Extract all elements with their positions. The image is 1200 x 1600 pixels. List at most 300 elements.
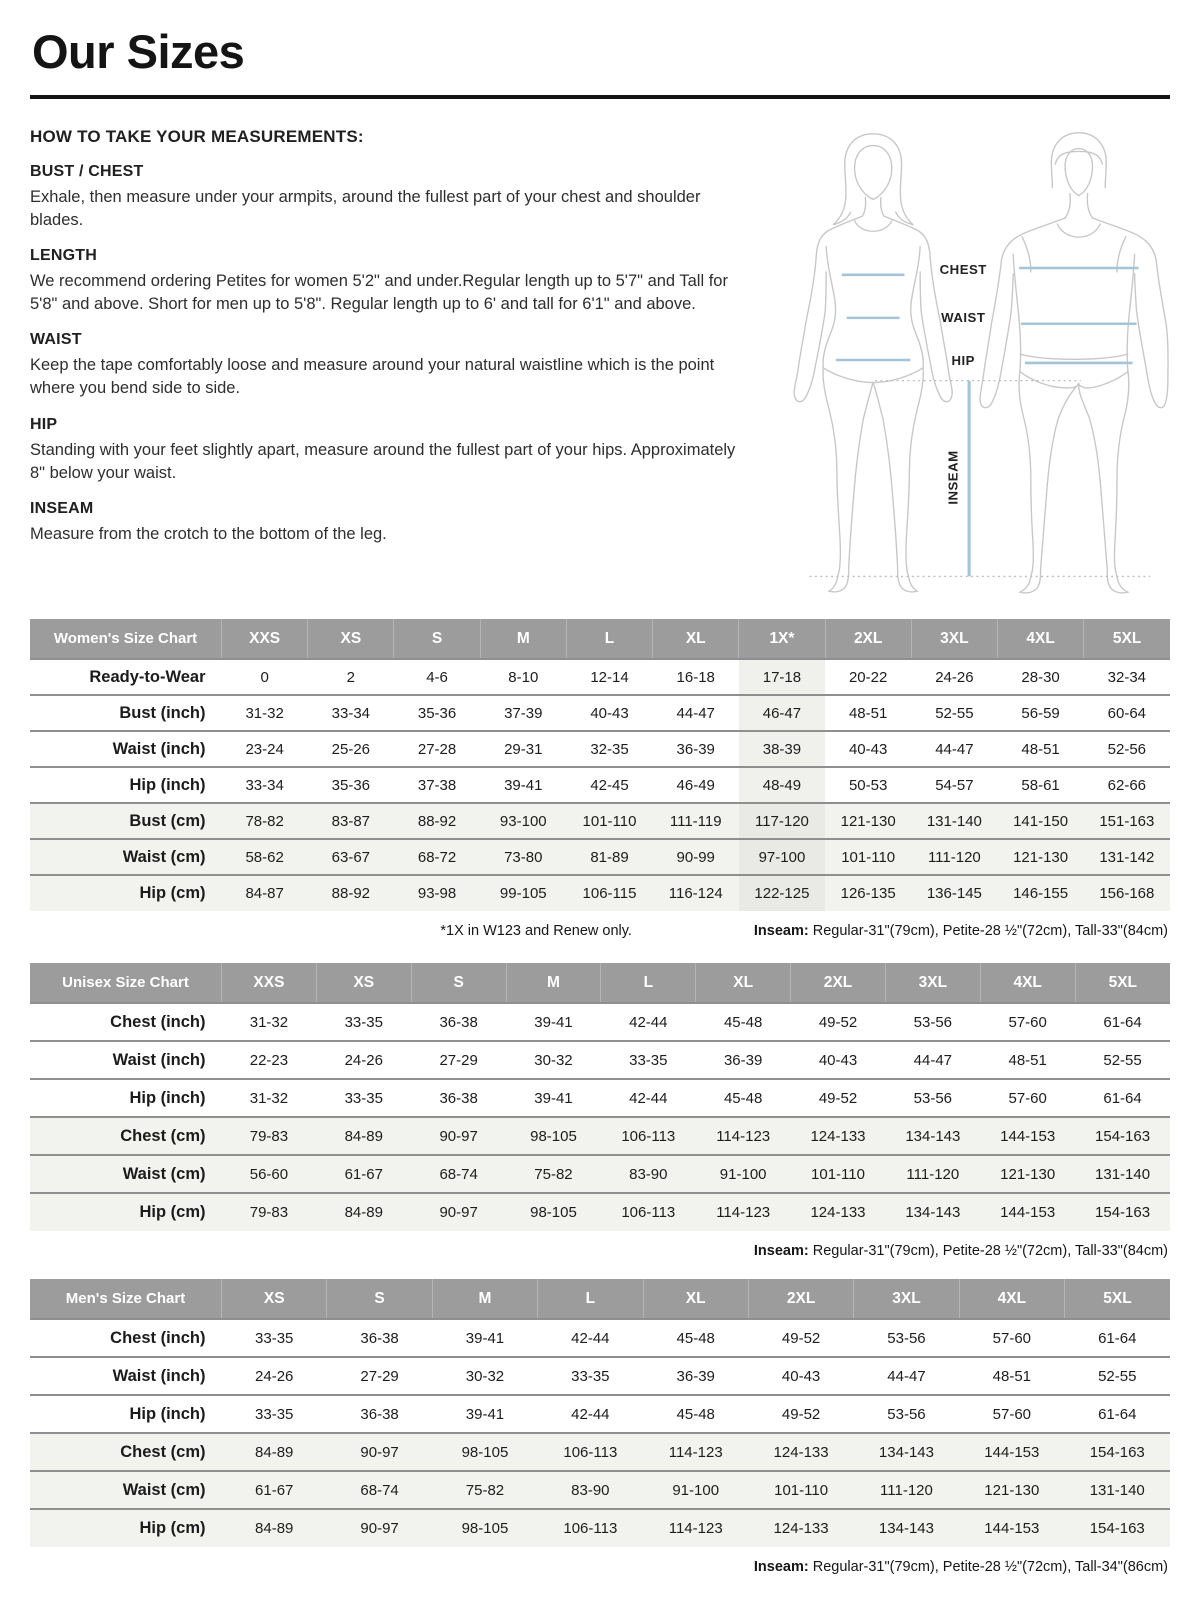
size-row [30, 1079, 1170, 1117]
size-column-header: XXS [222, 963, 317, 1003]
size-value-cell: 63-67 [308, 839, 394, 875]
size-value-cell: 144-153 [959, 1509, 1064, 1547]
body-measurement-diagram [778, 125, 1170, 597]
hip-label: HIP [951, 352, 975, 368]
row-label: Bust (cm) [30, 803, 222, 839]
size-value-cell: 48-51 [992, 1367, 1032, 1385]
size-value-cell: 134-143 [854, 1433, 959, 1471]
size-value-cell: 114-123 [696, 1193, 791, 1231]
size-column-header: 4XL [997, 619, 1083, 659]
size-value-cell: 106-113 [601, 1117, 696, 1155]
size-value-cell: 49-52 [781, 1405, 821, 1423]
size-value-cell: 49-52 [781, 1329, 821, 1347]
size-row [30, 1319, 1170, 1357]
size-value-cell: 106-113 [601, 1193, 696, 1231]
row-label: Chest (cm) [30, 1117, 222, 1155]
size-value-cell: 121-130 [825, 803, 911, 839]
size-value-cell: 61-67 [222, 1471, 327, 1509]
size-value-cell: 23-24 [245, 740, 284, 758]
size-column-header: XXS [222, 619, 308, 659]
size-value-cell: 38-39 [739, 731, 825, 767]
size-value-cell: 53-56 [913, 1013, 953, 1031]
size-value-cell: 93-100 [480, 803, 566, 839]
size-value-cell: 40-43 [781, 1367, 821, 1385]
size-value-cell: 53-56 [913, 1089, 953, 1107]
size-value-cell: 53-56 [887, 1329, 926, 1347]
size-value-cell: 22-23 [249, 1051, 289, 1069]
row-label: Waist (inch) [112, 1050, 206, 1069]
diagram-labels [940, 262, 987, 505]
size-column-header: S [327, 1279, 432, 1319]
unisex-chart-notes [30, 1243, 1170, 1263]
size-value-cell: 57-60 [1008, 1013, 1047, 1031]
size-value-cell: 27-29 [439, 1051, 478, 1069]
row-label: Bust (inch) [119, 703, 206, 722]
size-value-cell: 32-34 [1107, 668, 1147, 686]
row-label: Waist (cm) [30, 1471, 222, 1509]
size-value-cell: 20-22 [848, 668, 888, 686]
size-value-cell: 78-82 [222, 803, 308, 839]
section-title: HIP [30, 415, 58, 433]
size-value-cell: 40-43 [848, 740, 888, 758]
size-value-cell: 12-14 [590, 668, 629, 686]
size-value-cell: 44-47 [913, 1051, 953, 1069]
size-value-cell: 29-31 [504, 740, 543, 758]
size-value-cell: 131-142 [1084, 839, 1170, 875]
size-value-cell: 33-35 [255, 1405, 294, 1423]
instruction-section-bust-chest [30, 163, 752, 232]
size-column-header: 1X* [739, 619, 825, 659]
size-value-cell: 52-56 [1107, 740, 1147, 758]
size-value-cell: 24-26 [935, 668, 974, 686]
section-body: We recommend ordering Petites for women 5'2" and under.Regular length up to 5'7" and Tall for 5'8" and above. Short for men up to 5'8". Regular length up to 6' and tall for 6'1" and above. [30, 272, 728, 314]
size-value-cell: 39-41 [465, 1329, 505, 1347]
size-value-cell: 42-44 [629, 1089, 668, 1107]
body-diagram-svg [780, 125, 1170, 597]
size-value-cell: 144-153 [980, 1193, 1075, 1231]
size-value-cell: 8-10 [508, 668, 539, 686]
size-value-cell: 111-119 [653, 803, 739, 839]
size-value-cell: 146-155 [997, 875, 1083, 911]
women-size-chart-section [30, 619, 1170, 943]
size-value-cell: 36-38 [360, 1405, 399, 1423]
size-value-cell: 17-18 [739, 659, 825, 695]
size-value-cell: 32-35 [590, 740, 629, 758]
inseam-note-text: Regular-31"(79cm), Petite-28 ½"(72cm), Tall-34"(86cm) [808, 1559, 1168, 1575]
inseam-note-label: Inseam: [753, 1243, 809, 1259]
size-value-cell: 84-89 [316, 1117, 411, 1155]
size-value-cell: 31-32 [249, 1013, 289, 1031]
inseam-label: INSEAM [945, 450, 961, 505]
size-value-cell: 49-52 [818, 1013, 858, 1031]
size-value-cell: 90-97 [327, 1433, 432, 1471]
size-value-cell: 144-153 [959, 1433, 1064, 1471]
size-value-cell: 56-59 [1021, 704, 1060, 722]
size-value-cell: 154-163 [1075, 1117, 1170, 1155]
size-value-cell: 33-34 [331, 704, 371, 722]
size-column-header: XS [222, 1279, 327, 1319]
size-value-cell: 40-43 [590, 704, 629, 722]
size-value-cell: 97-100 [739, 839, 825, 875]
size-value-cell: 154-163 [1075, 1193, 1170, 1231]
size-value-cell: 84-87 [222, 875, 308, 911]
size-value-cell: 24-26 [344, 1051, 383, 1069]
size-column-header: M [480, 619, 566, 659]
size-column-header: 4XL [980, 963, 1075, 1003]
men-chart-notes [30, 1559, 1170, 1579]
size-row [30, 1193, 1170, 1231]
size-chart-title: Men's Size Chart [30, 1279, 222, 1319]
size-value-cell: 49-52 [818, 1089, 858, 1107]
row-label: Waist (inch) [112, 739, 206, 758]
size-value-cell: 101-110 [825, 839, 911, 875]
size-chart-title: Unisex Size Chart [30, 963, 222, 1003]
size-value-cell: 114-123 [696, 1117, 791, 1155]
size-column-header: XL [653, 619, 739, 659]
row-label: Hip (inch) [129, 1404, 206, 1423]
row-label: Ready-to-Wear [89, 667, 206, 686]
section-body: Standing with your feet slightly apart, measure around the fullest part of your hips. Approximately 8" below your waist. [30, 440, 736, 482]
section-title: WAIST [30, 331, 82, 349]
size-value-cell: 30-32 [534, 1051, 573, 1069]
size-value-cell: 131-140 [911, 803, 997, 839]
instructions-heading: HOW TO TAKE YOUR MEASUREMENTS: [30, 127, 364, 146]
size-value-cell: 36-39 [676, 740, 715, 758]
title-divider [30, 95, 1170, 99]
size-value-cell: 88-92 [394, 803, 480, 839]
inseam-note-text: Regular-31"(79cm), Petite-28 ½"(72cm), Tall-33"(84cm) [808, 923, 1168, 939]
size-value-cell: 90-97 [411, 1193, 506, 1231]
size-value-cell: 25-26 [331, 740, 371, 758]
size-value-cell: 61-64 [1098, 1405, 1137, 1423]
size-column-header: 5XL [1084, 619, 1170, 659]
size-value-cell: 42-44 [629, 1013, 668, 1031]
size-value-cell: 73-80 [480, 839, 566, 875]
size-value-cell: 136-145 [911, 875, 997, 911]
measurement-guide [30, 125, 1170, 597]
size-value-cell: 114-123 [643, 1509, 748, 1547]
size-chart-header-row [30, 1279, 1170, 1319]
size-value-cell: 45-48 [676, 1405, 715, 1423]
size-value-cell: 33-35 [571, 1367, 610, 1385]
section-body: Measure from the crotch to the bottom of the leg. [30, 524, 387, 543]
size-value-cell: 45-48 [723, 1013, 763, 1031]
size-column-header: XS [308, 619, 394, 659]
size-value-cell: 106-115 [566, 875, 652, 911]
inseam-note-text: Regular-31"(79cm), Petite-28 ½"(72cm), Tall-33"(84cm) [808, 1243, 1168, 1259]
size-value-cell: 124-133 [748, 1509, 853, 1547]
size-value-cell: 101-110 [566, 803, 652, 839]
size-value-cell: 93-98 [394, 875, 480, 911]
size-value-cell: 33-34 [245, 776, 284, 794]
size-chart-header-row [30, 963, 1170, 1003]
row-label: Waist (cm) [30, 1155, 222, 1193]
size-row [30, 659, 1170, 695]
section-title: LENGTH [30, 247, 97, 265]
women-1x-footnote: *1X in W123 and Renew only. [440, 923, 632, 939]
unisex-inseam-note [754, 1243, 1168, 1259]
size-value-cell: 35-36 [417, 704, 457, 722]
size-value-cell: 88-92 [308, 875, 394, 911]
size-row [30, 1433, 1170, 1471]
size-value-cell: 83-90 [538, 1471, 643, 1509]
row-label: Waist (inch) [112, 1366, 206, 1385]
size-value-cell: 101-110 [791, 1155, 886, 1193]
size-value-cell: 121-130 [959, 1471, 1064, 1509]
size-value-cell: 36-39 [723, 1051, 763, 1069]
row-label: Chest (inch) [110, 1328, 206, 1347]
size-value-cell: 27-29 [360, 1367, 399, 1385]
size-chart-header-row [30, 619, 1170, 659]
size-value-cell: 60-64 [1107, 704, 1147, 722]
size-value-cell: 131-140 [1075, 1155, 1170, 1193]
size-value-cell: 90-99 [653, 839, 739, 875]
row-label: Chest (cm) [30, 1433, 222, 1471]
size-value-cell: 54-57 [935, 776, 974, 794]
size-value-cell: 144-153 [980, 1117, 1075, 1155]
size-value-cell: 124-133 [748, 1433, 853, 1471]
size-row [30, 731, 1170, 767]
size-column-header: 2XL [748, 1279, 853, 1319]
size-value-cell: 98-105 [432, 1433, 537, 1471]
size-value-cell: 57-60 [992, 1405, 1032, 1423]
size-column-header: S [394, 619, 480, 659]
women-size-table [30, 619, 1170, 911]
size-value-cell: 31-32 [249, 1089, 289, 1107]
size-value-cell: 126-135 [825, 875, 911, 911]
section-body: Keep the tape comfortably loose and measure around your natural waistline which is the point where you bend side to side. [30, 356, 715, 398]
size-value-cell: 84-89 [316, 1193, 411, 1231]
size-column-header: XS [316, 963, 411, 1003]
size-value-cell: 30-32 [465, 1367, 505, 1385]
size-value-cell: 33-35 [344, 1013, 383, 1031]
size-row [30, 1117, 1170, 1155]
size-value-cell: 48-51 [1008, 1051, 1047, 1069]
female-figure-outline [794, 134, 952, 592]
instruction-section-inseam [30, 500, 752, 546]
size-value-cell: 134-143 [854, 1509, 959, 1547]
size-value-cell: 90-97 [327, 1509, 432, 1547]
size-row [30, 1155, 1170, 1193]
size-value-cell: 116-124 [653, 875, 739, 911]
size-value-cell: 61-64 [1098, 1329, 1137, 1347]
size-value-cell: 106-113 [538, 1433, 643, 1471]
size-value-cell: 39-41 [534, 1013, 573, 1031]
size-value-cell: 122-125 [739, 875, 825, 911]
size-value-cell: 75-82 [432, 1471, 537, 1509]
size-value-cell: 84-89 [222, 1433, 327, 1471]
size-value-cell: 131-140 [1065, 1471, 1170, 1509]
size-value-cell: 35-36 [331, 776, 371, 794]
size-row [30, 1471, 1170, 1509]
size-value-cell: 52-55 [1098, 1367, 1137, 1385]
size-value-cell: 58-61 [1021, 776, 1060, 794]
size-value-cell: 61-64 [1103, 1089, 1142, 1107]
inseam-note-label: Inseam: [753, 1559, 809, 1575]
row-label: Chest (inch) [110, 1012, 206, 1031]
section-title: INSEAM [30, 499, 94, 517]
size-value-cell: 31-32 [245, 704, 284, 722]
size-value-cell: 121-130 [980, 1155, 1075, 1193]
size-value-cell: 154-163 [1065, 1433, 1170, 1471]
size-column-header: 4XL [959, 1279, 1064, 1319]
size-row [30, 1395, 1170, 1433]
size-value-cell: 52-55 [935, 704, 974, 722]
size-row [30, 767, 1170, 803]
size-value-cell: 101-110 [748, 1471, 853, 1509]
size-row [30, 1357, 1170, 1395]
size-value-cell: 111-120 [885, 1155, 980, 1193]
size-row [30, 1509, 1170, 1547]
size-column-header: 2XL [791, 963, 886, 1003]
size-value-cell: 156-168 [1084, 875, 1170, 911]
waist-label: WAIST [941, 309, 986, 325]
unisex-size-chart-section [30, 963, 1170, 1263]
size-value-cell: 50-53 [848, 776, 888, 794]
size-value-cell: 36-38 [360, 1329, 399, 1347]
size-column-header: M [432, 1279, 537, 1319]
size-value-cell: 91-100 [696, 1155, 791, 1193]
men-size-table [30, 1279, 1170, 1547]
size-column-header: L [566, 619, 652, 659]
size-value-cell: 52-55 [1103, 1051, 1142, 1069]
size-column-header: 5XL [1075, 963, 1170, 1003]
row-label: Hip (cm) [30, 1509, 222, 1547]
section-body: Exhale, then measure under your armpits, around the fullest part of your chest and shoulder blades. [30, 188, 701, 230]
size-value-cell: 48-51 [1021, 740, 1060, 758]
instruction-section-waist [30, 331, 752, 400]
size-value-cell: 42-45 [590, 776, 629, 794]
size-value-cell: 37-39 [504, 704, 543, 722]
size-value-cell: 84-89 [222, 1509, 327, 1547]
size-value-cell: 36-38 [439, 1089, 478, 1107]
size-value-cell: 154-163 [1065, 1509, 1170, 1547]
size-value-cell: 24-26 [255, 1367, 294, 1385]
men-inseam-note [754, 1559, 1168, 1575]
size-value-cell: 39-41 [504, 776, 543, 794]
size-value-cell: 79-83 [222, 1117, 317, 1155]
size-row [30, 875, 1170, 911]
size-column-header: S [411, 963, 506, 1003]
size-value-cell: 28-30 [1021, 668, 1060, 686]
row-label: Hip (inch) [129, 775, 206, 794]
unisex-size-table [30, 963, 1170, 1231]
size-column-header: 3XL [854, 1279, 959, 1319]
size-value-cell: 134-143 [885, 1193, 980, 1231]
size-value-cell: 37-38 [417, 776, 457, 794]
chest-label: CHEST [939, 261, 987, 277]
instruction-section-hip [30, 416, 752, 485]
size-value-cell: 79-83 [222, 1193, 317, 1231]
size-value-cell: 58-62 [222, 839, 308, 875]
size-value-cell: 124-133 [791, 1117, 886, 1155]
size-value-cell: 106-113 [538, 1509, 643, 1547]
row-label: Hip (inch) [129, 1088, 206, 1107]
size-column-header: L [601, 963, 696, 1003]
size-value-cell: 117-120 [739, 803, 825, 839]
size-value-cell: 48-51 [848, 704, 888, 722]
size-value-cell: 45-48 [676, 1329, 715, 1347]
size-value-cell: 33-35 [255, 1329, 294, 1347]
size-value-cell: 44-47 [887, 1367, 926, 1385]
size-value-cell: 2 [346, 668, 356, 686]
size-value-cell: 4-6 [426, 668, 448, 686]
size-value-cell: 91-100 [643, 1471, 748, 1509]
size-value-cell: 75-82 [506, 1155, 601, 1193]
size-chart-title: Women's Size Chart [30, 619, 222, 659]
size-value-cell: 45-48 [723, 1089, 763, 1107]
size-value-cell: 16-18 [676, 668, 715, 686]
size-value-cell: 111-120 [911, 839, 997, 875]
size-value-cell: 98-105 [432, 1509, 537, 1547]
size-column-header: L [538, 1279, 643, 1319]
size-value-cell: 57-60 [1008, 1089, 1047, 1107]
size-value-cell: 40-43 [818, 1051, 858, 1069]
size-row [30, 1041, 1170, 1079]
size-column-header: 5XL [1065, 1279, 1170, 1319]
size-column-header: 2XL [825, 619, 911, 659]
size-value-cell: 33-35 [344, 1089, 383, 1107]
size-column-header: XL [643, 1279, 748, 1319]
instruction-section-length [30, 247, 752, 316]
inseam-note-label: Inseam: [753, 923, 809, 939]
size-value-cell: 27-28 [417, 740, 457, 758]
size-row [30, 695, 1170, 731]
size-value-cell: 99-105 [480, 875, 566, 911]
size-column-header: XL [696, 963, 791, 1003]
size-value-cell: 42-44 [571, 1405, 610, 1423]
size-row [30, 839, 1170, 875]
size-value-cell: 68-72 [394, 839, 480, 875]
size-value-cell: 151-163 [1084, 803, 1170, 839]
size-value-cell: 57-60 [992, 1329, 1032, 1347]
size-value-cell: 114-123 [643, 1433, 748, 1471]
size-value-cell: 68-74 [411, 1155, 506, 1193]
size-value-cell: 39-41 [534, 1089, 573, 1107]
row-label: Waist (cm) [30, 839, 222, 875]
size-value-cell: 83-87 [308, 803, 394, 839]
size-value-cell: 42-44 [571, 1329, 610, 1347]
measurement-instructions [30, 125, 752, 597]
size-value-cell: 39-41 [465, 1405, 505, 1423]
size-value-cell: 121-130 [997, 839, 1083, 875]
size-value-cell: 44-47 [935, 740, 974, 758]
size-value-cell: 141-150 [997, 803, 1083, 839]
size-value-cell: 44-47 [676, 704, 715, 722]
size-value-cell: 68-74 [327, 1471, 432, 1509]
size-value-cell: 36-38 [439, 1013, 478, 1031]
size-value-cell: 46-47 [739, 695, 825, 731]
page-title: Our Sizes [32, 25, 245, 78]
size-value-cell: 83-90 [601, 1155, 696, 1193]
size-value-cell: 46-49 [676, 776, 715, 794]
size-value-cell: 98-105 [506, 1117, 601, 1155]
size-value-cell: 124-133 [791, 1193, 886, 1231]
size-row [30, 1003, 1170, 1041]
size-value-cell: 56-60 [222, 1155, 317, 1193]
size-column-header: M [506, 963, 601, 1003]
size-value-cell: 98-105 [506, 1193, 601, 1231]
size-column-header: 3XL [885, 963, 980, 1003]
row-label: Hip (cm) [30, 875, 222, 911]
size-value-cell: 48-49 [739, 767, 825, 803]
size-value-cell: 61-67 [316, 1155, 411, 1193]
row-label: Hip (cm) [30, 1193, 222, 1231]
size-value-cell: 0 [260, 668, 269, 686]
section-title: BUST / CHEST [30, 163, 144, 180]
size-value-cell: 53-56 [887, 1405, 926, 1423]
size-value-cell: 111-120 [854, 1471, 959, 1509]
